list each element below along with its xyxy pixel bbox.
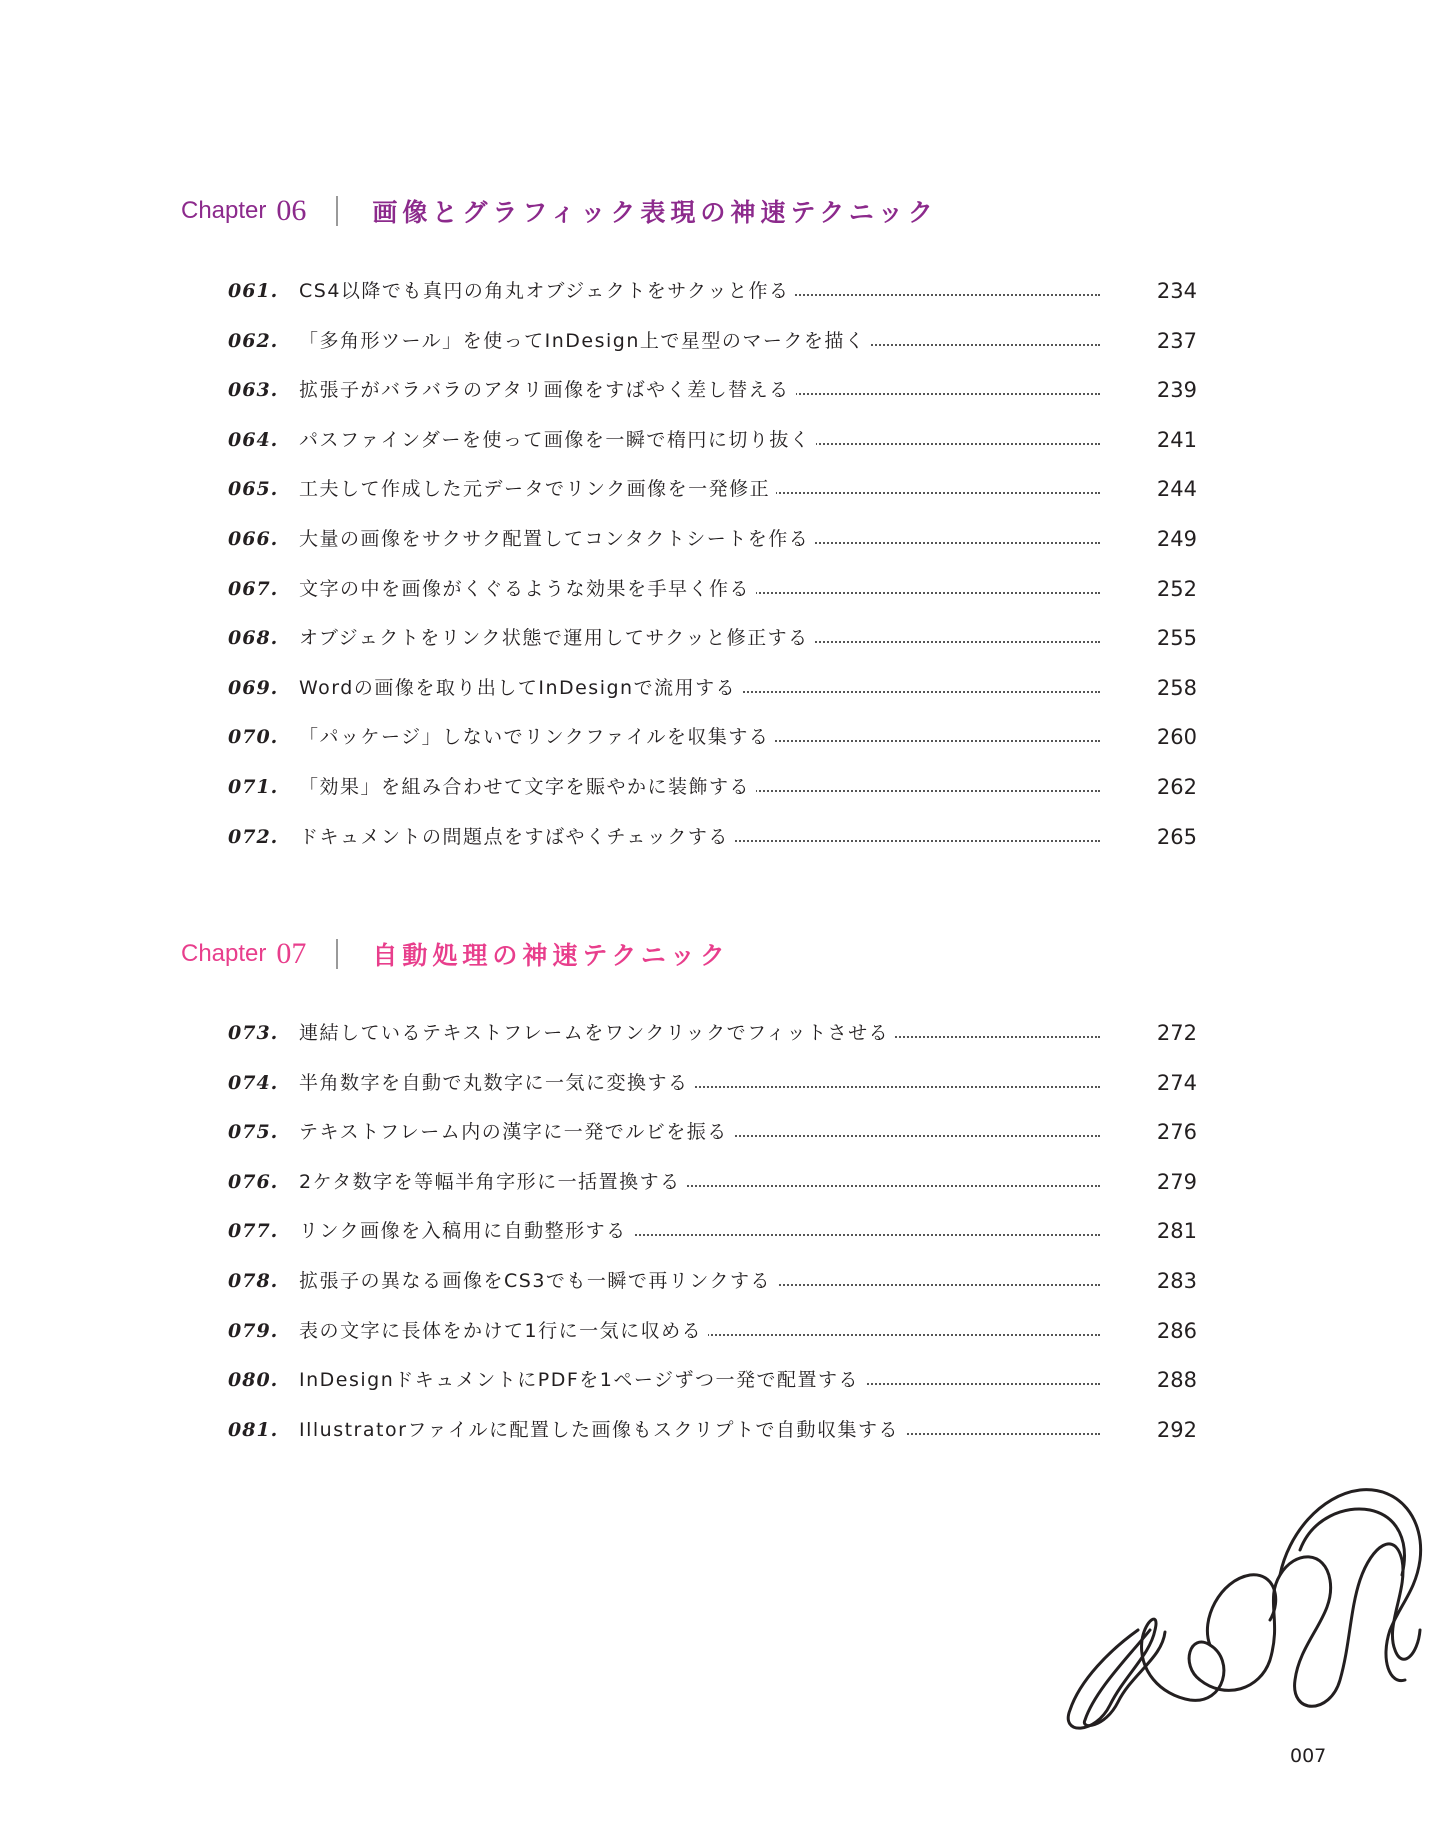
entry-title: ドキュメントの問題点をすばやくチェックする <box>299 822 735 852</box>
toc-entry <box>0 375 1433 405</box>
entry-page-number: 262 <box>1156 775 1197 799</box>
chapter-title: 画像とグラフィック表現の神速テクニック <box>372 198 938 227</box>
toc-entry <box>0 1415 1433 1445</box>
entry-number: 068. <box>228 627 279 650</box>
ribbon-illustration <box>1050 1480 1433 1740</box>
entry-page-number: 265 <box>1156 824 1197 849</box>
entry-page-number: 244 <box>1156 477 1197 502</box>
entry-page-number: 281 <box>1156 1219 1197 1244</box>
toc-entry <box>0 673 1433 703</box>
toc-entry <box>0 1216 1433 1246</box>
entry-title: 拡張子がバラバラのアタリ画像をすばやく差し替える <box>299 375 796 405</box>
entry-title: 文字の中を画像がくぐるような効果を手早く作る <box>299 574 756 604</box>
entry-page-number: 260 <box>1156 725 1197 750</box>
entry-page-number: 234 <box>1156 279 1197 303</box>
entry-title: 工夫して作成した元データでリンク画像を一発修正 <box>299 474 776 504</box>
entry-number: 074. <box>228 1071 279 1094</box>
entry-number: 064. <box>228 428 279 451</box>
entry-number: 061. <box>228 280 279 302</box>
entry-page-number: 241 <box>1156 427 1197 452</box>
entry-page-number: 286 <box>1156 1318 1197 1343</box>
entry-number: 066. <box>228 528 279 550</box>
entry-number: 071. <box>228 776 279 798</box>
toc-entry <box>0 1316 1433 1346</box>
page-number: 007 <box>1290 1745 1327 1767</box>
entry-number: 078. <box>228 1270 279 1292</box>
chapter-label: Chapter <box>181 197 267 224</box>
entry-page-number: 276 <box>1156 1120 1197 1145</box>
entry-number: 065. <box>228 478 279 501</box>
entry-title: 連結しているテキストフレームをワンクリックでフィットさせる <box>299 1018 895 1048</box>
toc-entry <box>0 1167 1433 1197</box>
entry-page-number: 258 <box>1156 675 1197 700</box>
entry-title: リンク画像を入稿用に自動整形する <box>299 1216 633 1246</box>
entry-title: Wordの画像を取り出してInDesignで流用する <box>299 673 742 703</box>
toc-entry <box>0 822 1433 852</box>
chapter-label: Chapter <box>181 940 267 967</box>
toc-entry <box>0 425 1433 455</box>
entry-number: 077. <box>228 1220 279 1243</box>
toc-entry <box>0 574 1433 604</box>
entry-number: 072. <box>228 825 279 848</box>
entry-page-number: 239 <box>1156 378 1197 403</box>
entry-title: 表の文字に長体をかけて1行に一気に収める <box>299 1316 708 1346</box>
entry-page-number: 288 <box>1156 1368 1197 1393</box>
entry-page-number: 279 <box>1156 1169 1197 1194</box>
toc-entry <box>0 524 1433 554</box>
entry-number: 081. <box>228 1418 279 1441</box>
toc-entry <box>0 276 1433 306</box>
entry-title: テキストフレーム内の漢字に一発でルビを振る <box>299 1117 734 1147</box>
entry-number: 070. <box>228 726 279 749</box>
chapter-07-heading <box>181 934 730 974</box>
entry-title: 「効果」を組み合わせて文字を賑やかに装飾する <box>299 772 756 802</box>
entry-number: 080. <box>228 1369 279 1392</box>
entry-page-number: 274 <box>1156 1070 1197 1095</box>
entry-title: InDesignドキュメントにPDFを1ページずつ一発で配置する <box>299 1365 865 1395</box>
toc-entry <box>0 1266 1433 1296</box>
entry-title: 「多角形ツール」を使ってInDesign上で星型のマークを描く <box>299 326 871 356</box>
entry-number: 062. <box>228 329 279 352</box>
entry-number: 075. <box>228 1121 279 1144</box>
toc-entry <box>0 326 1433 356</box>
entry-title: 2ケタ数字を等幅半角字形に一括置換する <box>299 1167 687 1197</box>
entry-title: オブジェクトをリンク状態で運用してサクッと修正する <box>299 623 815 653</box>
toc-entry <box>0 1068 1433 1098</box>
chapter-number: 06 <box>276 194 307 227</box>
entry-page-number: 249 <box>1156 527 1197 551</box>
entry-title: CS4以降でも真円の角丸オブジェクトをサクッと作る <box>299 276 795 306</box>
entry-page-number: 272 <box>1156 1021 1197 1045</box>
chapter-06-heading <box>181 191 938 231</box>
chapter-divider <box>336 196 338 226</box>
entry-number: 076. <box>228 1170 279 1193</box>
entry-page-number: 292 <box>1156 1417 1197 1442</box>
entry-title: 拡張子の異なる画像をCS3でも一瞬で再リンクする <box>299 1266 777 1296</box>
toc-entry <box>0 722 1433 752</box>
entry-page-number: 255 <box>1156 626 1197 651</box>
entry-title: 「パッケージ」しないでリンクファイルを収集する <box>299 722 775 752</box>
chapter-title: 自動処理の神速テクニック <box>372 941 730 970</box>
entry-number: 067. <box>228 577 279 600</box>
entry-number: 063. <box>228 379 279 402</box>
entry-title: パスファインダーを使って画像を一瞬で楕円に切り抜く <box>299 425 816 455</box>
entry-page-number: 237 <box>1156 328 1197 353</box>
chapter-number: 07 <box>276 937 307 970</box>
toc-entry <box>0 474 1433 504</box>
entry-number: 073. <box>228 1022 279 1044</box>
toc-entry <box>0 623 1433 653</box>
toc-entry <box>0 1117 1433 1147</box>
entry-page-number: 252 <box>1156 576 1197 601</box>
entry-title: Illustratorファイルに配置した画像もスクリプトで自動収集する <box>299 1415 905 1445</box>
toc-entry <box>0 772 1433 802</box>
entry-page-number: 283 <box>1156 1269 1197 1293</box>
chapter-divider <box>336 939 338 969</box>
entry-number: 079. <box>228 1319 279 1342</box>
entry-title: 半角数字を自動で丸数字に一気に変換する <box>299 1068 695 1098</box>
toc-entry <box>0 1365 1433 1395</box>
toc-entry <box>0 1018 1433 1048</box>
entry-number: 069. <box>228 676 279 699</box>
entry-title: 大量の画像をサクサク配置してコンタクトシートを作る <box>299 524 815 554</box>
